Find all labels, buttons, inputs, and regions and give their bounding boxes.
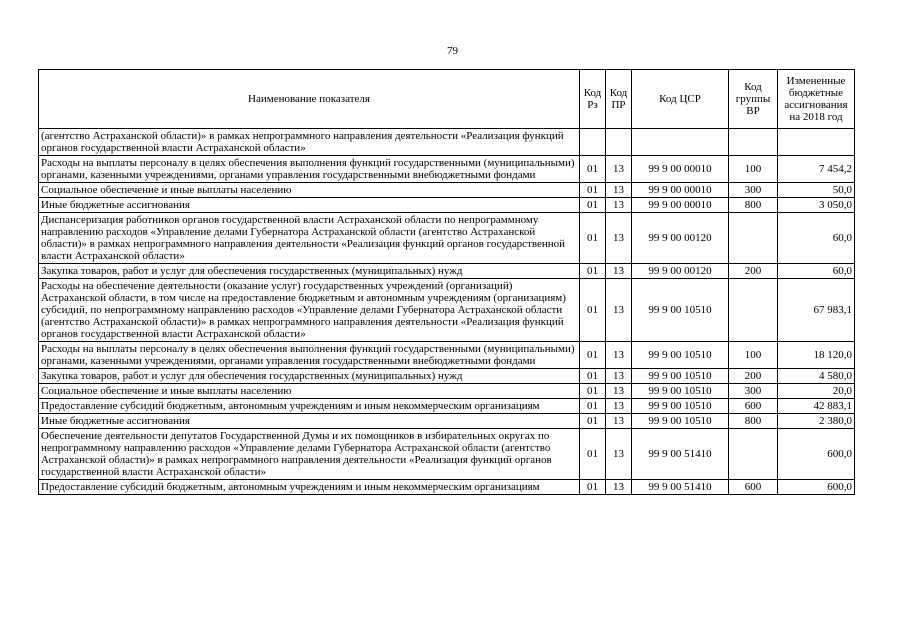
cell-pr: 13 <box>606 429 632 480</box>
cell-vr: 100 <box>729 156 778 183</box>
budget-table <box>38 69 855 495</box>
cell-csr: 99 9 00 10510 <box>632 369 729 384</box>
cell-csr: 99 9 00 10510 <box>632 279 729 342</box>
cell-pr: 13 <box>606 399 632 414</box>
header-pr: Код ПР <box>606 70 632 129</box>
cell-rz: 01 <box>580 369 606 384</box>
cell-vr <box>729 429 778 480</box>
table-row <box>39 429 855 480</box>
cell-name: (агентство Астраханской области)» в рамках непрограммного направления деятельности «Реализация функций органов государственной власти Астраханской области» <box>39 129 580 156</box>
cell-pr: 13 <box>606 384 632 399</box>
cell-pr: 13 <box>606 369 632 384</box>
cell-name: Социальное обеспечение и иные выплаты населению <box>39 384 580 399</box>
cell-pr: 13 <box>606 480 632 495</box>
cell-name: Предоставление субсидий бюджетным, автономным учреждениям и иным некоммерческим организациям <box>39 399 580 414</box>
cell-name: Расходы на выплаты персоналу в целях обеспечения выполнения функций государственными (муниципальными) органами, казенными учреждениями, органами управления государственными внебюджетными фондами <box>39 156 580 183</box>
cell-vr: 600 <box>729 399 778 414</box>
cell-name: Расходы на выплаты персоналу в целях обеспечения выполнения функций государственными (муниципальными) органами, казенными учреждениями, органами управления государственными внебюджетными фондами <box>39 342 580 369</box>
cell-rz: 01 <box>580 264 606 279</box>
cell-rz: 01 <box>580 429 606 480</box>
cell-amount: 600,0 <box>778 429 855 480</box>
cell-amount: 4 580,0 <box>778 369 855 384</box>
table-body <box>39 129 855 495</box>
cell-pr: 13 <box>606 156 632 183</box>
cell-name: Социальное обеспечение и иные выплаты населению <box>39 183 580 198</box>
cell-vr: 600 <box>729 480 778 495</box>
cell-amount: 67 983,1 <box>778 279 855 342</box>
cell-pr: 13 <box>606 342 632 369</box>
table-row <box>39 399 855 414</box>
cell-rz: 01 <box>580 399 606 414</box>
cell-name: Закупка товаров, работ и услуг для обеспечения государственных (муниципальных) нужд <box>39 369 580 384</box>
cell-amount: 60,0 <box>778 213 855 264</box>
header-amount: Измененные бюджетные ассигнования на 2018 год <box>778 70 855 129</box>
cell-rz: 01 <box>580 414 606 429</box>
header-csr: Код ЦСР <box>632 70 729 129</box>
table-row <box>39 342 855 369</box>
cell-csr: 99 9 00 10510 <box>632 342 729 369</box>
cell-csr: 99 9 00 00120 <box>632 264 729 279</box>
cell-csr: 99 9 00 10510 <box>632 384 729 399</box>
cell-vr <box>729 129 778 156</box>
cell-vr: 200 <box>729 264 778 279</box>
cell-name: Закупка товаров, работ и услуг для обеспечения государственных (муниципальных) нужд <box>39 264 580 279</box>
cell-amount <box>778 129 855 156</box>
cell-vr: 200 <box>729 369 778 384</box>
table-row <box>39 183 855 198</box>
cell-csr: 99 9 00 51410 <box>632 429 729 480</box>
cell-name: Обеспечение деятельности депутатов Государственной Думы и их помощников в избирательных округах по непрограммному направлению расходов «Управление делами Губернатора Астраханской области (агентство Астраханской области)» в рамках непрограммного направления деятельности «Реализация функций органов государственной власти Астраханской области» <box>39 429 580 480</box>
cell-rz: 01 <box>580 279 606 342</box>
header-vr: Код группы ВР <box>729 70 778 129</box>
cell-amount: 18 120,0 <box>778 342 855 369</box>
cell-amount: 20,0 <box>778 384 855 399</box>
cell-rz: 01 <box>580 183 606 198</box>
cell-pr: 13 <box>606 264 632 279</box>
cell-csr: 99 9 00 00010 <box>632 198 729 213</box>
table-row <box>39 156 855 183</box>
cell-name: Диспансеризация работников органов государственной власти Астраханской области по непрограммному направлению расходов «Управление делами Губернатора Астраханской области (агентство Астраханской области)» в рамках непрограммного направления деятельности «Реализация функций органов государственной власти Астраханской области» <box>39 213 580 264</box>
cell-rz: 01 <box>580 213 606 264</box>
cell-csr: 99 9 00 10510 <box>632 399 729 414</box>
cell-amount: 50,0 <box>778 183 855 198</box>
cell-name: Предоставление субсидий бюджетным, автономным учреждениям и иным некоммерческим организациям <box>39 480 580 495</box>
cell-csr: 99 9 00 00010 <box>632 156 729 183</box>
cell-amount: 2 380,0 <box>778 414 855 429</box>
cell-vr: 800 <box>729 414 778 429</box>
table-row <box>39 384 855 399</box>
cell-amount: 600,0 <box>778 480 855 495</box>
cell-name: Расходы на обеспечение деятельности (оказание услуг) государственных учреждений (организаций) Астраханской области, в том числе на предоставление бюджетным и автономным учреждениям (организациям) субсидий, по непрограммному направлению расходов «Управление делами Губернатора Астраханской области (агентство Астраханской области)» в рамках непрограммного направления деятельности «Реализация функций органов государственной власти Астраханской области» <box>39 279 580 342</box>
cell-vr <box>729 213 778 264</box>
table-row <box>39 129 855 156</box>
table-row <box>39 264 855 279</box>
cell-csr: 99 9 00 00120 <box>632 213 729 264</box>
cell-csr: 99 9 00 00010 <box>632 183 729 198</box>
table-row <box>39 198 855 213</box>
cell-rz: 01 <box>580 342 606 369</box>
cell-vr: 300 <box>729 183 778 198</box>
cell-rz: 01 <box>580 384 606 399</box>
table-row <box>39 279 855 342</box>
cell-pr: 13 <box>606 414 632 429</box>
cell-pr: 13 <box>606 279 632 342</box>
table-header-row <box>39 70 855 129</box>
cell-pr: 13 <box>606 213 632 264</box>
cell-amount: 3 050,0 <box>778 198 855 213</box>
cell-rz: 01 <box>580 480 606 495</box>
cell-csr <box>632 129 729 156</box>
cell-rz <box>580 129 606 156</box>
cell-name: Иные бюджетные ассигнования <box>39 414 580 429</box>
cell-csr: 99 9 00 51410 <box>632 480 729 495</box>
page-number: 79 <box>447 45 458 57</box>
cell-amount: 60,0 <box>778 264 855 279</box>
cell-rz: 01 <box>580 198 606 213</box>
table-row <box>39 213 855 264</box>
header-name: Наименование показателя <box>39 70 580 129</box>
cell-pr <box>606 129 632 156</box>
table-row <box>39 480 855 495</box>
cell-amount: 7 454,2 <box>778 156 855 183</box>
cell-pr: 13 <box>606 198 632 213</box>
cell-vr: 800 <box>729 198 778 213</box>
cell-vr: 100 <box>729 342 778 369</box>
table-row <box>39 369 855 384</box>
cell-csr: 99 9 00 10510 <box>632 414 729 429</box>
table-row <box>39 414 855 429</box>
cell-vr: 300 <box>729 384 778 399</box>
cell-rz: 01 <box>580 156 606 183</box>
cell-amount: 42 883,1 <box>778 399 855 414</box>
cell-vr <box>729 279 778 342</box>
cell-name: Иные бюджетные ассигнования <box>39 198 580 213</box>
header-rz: Код Рз <box>580 70 606 129</box>
cell-pr: 13 <box>606 183 632 198</box>
